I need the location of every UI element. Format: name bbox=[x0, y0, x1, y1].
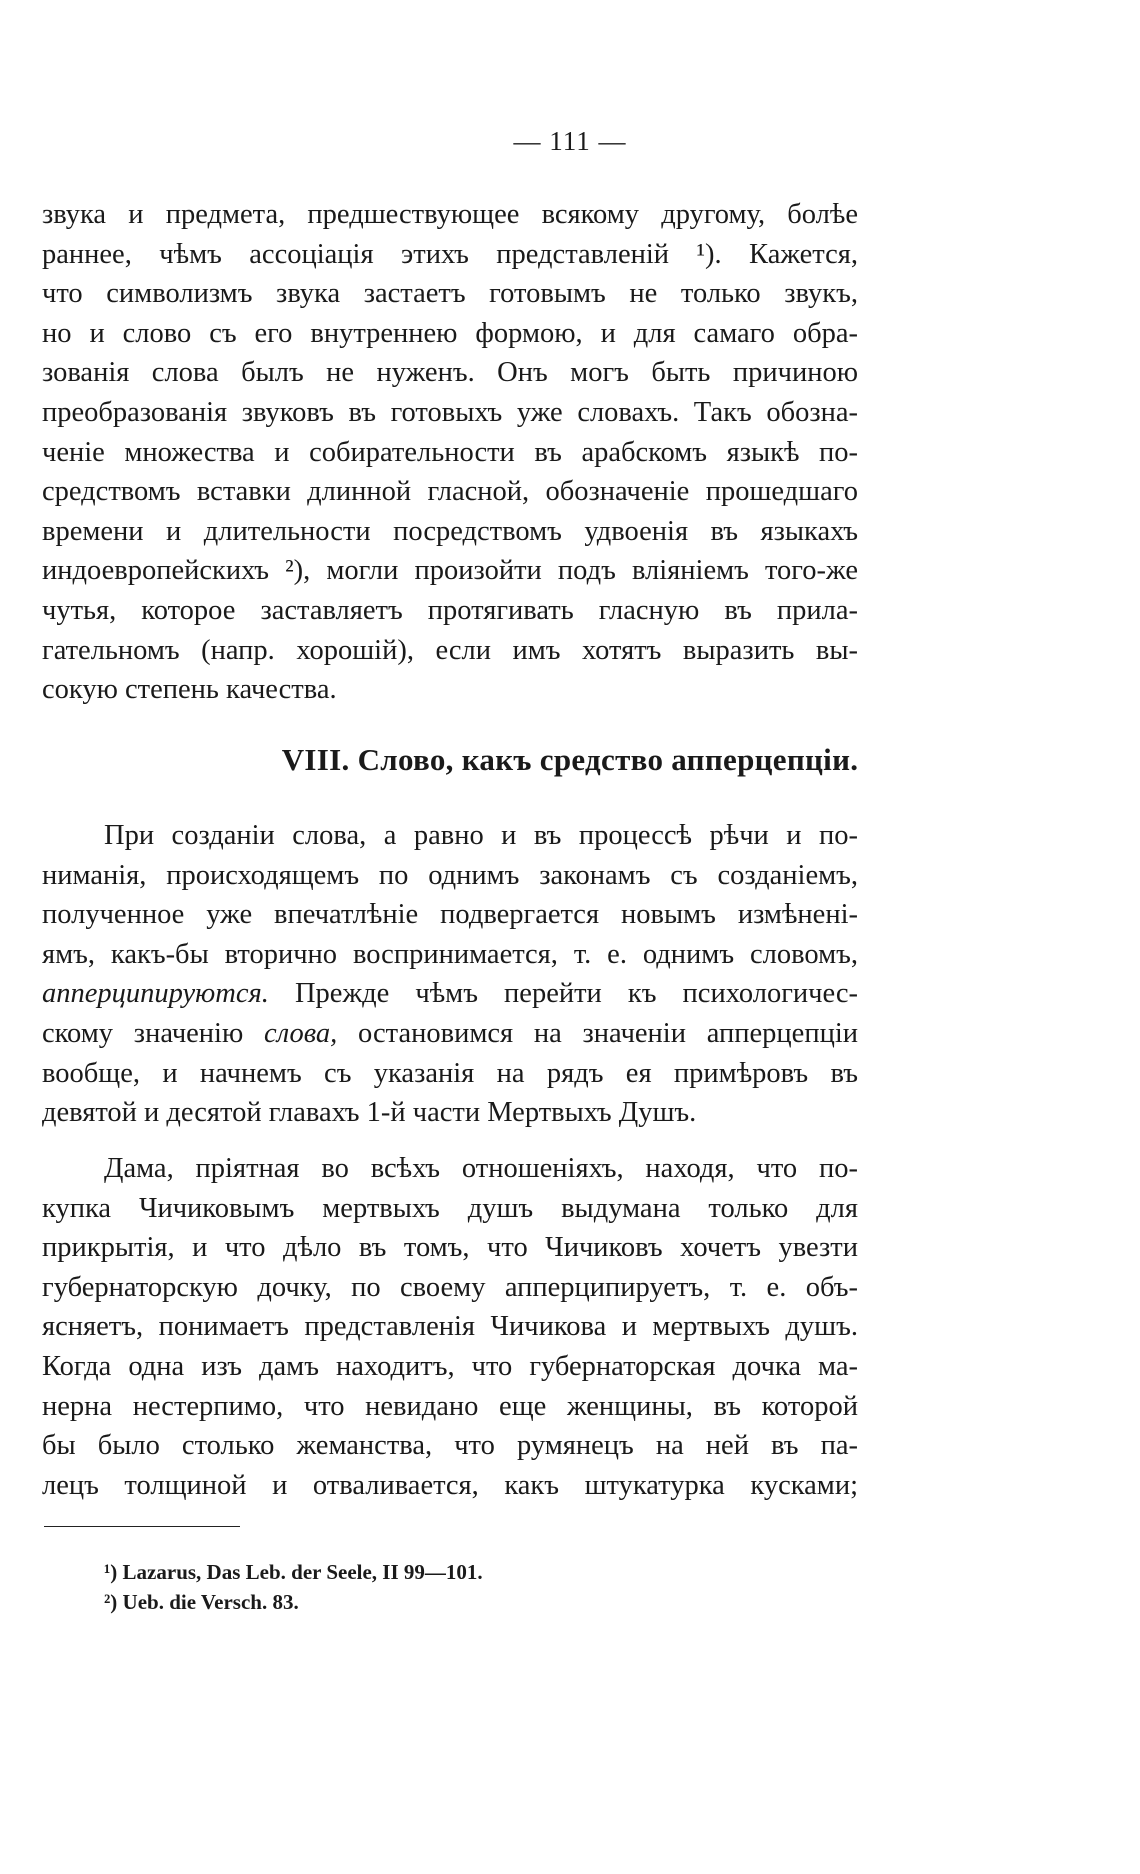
footnote-divider bbox=[44, 1526, 240, 1527]
text-run: скому значенію bbox=[42, 1017, 265, 1049]
text-line: полученное уже впечатлѣніе подвергается новымъ измѣнені- bbox=[42, 899, 858, 931]
paragraph-2 bbox=[42, 816, 858, 1133]
text-run: остановимся на значеніи апперцепціи bbox=[337, 1017, 858, 1049]
text-line: сокую степень качества. bbox=[42, 674, 337, 706]
page-number: — 111 — bbox=[513, 126, 627, 156]
text-line: При созданіи слова, а равно и въ процессѣ рѣчи и по- bbox=[104, 820, 858, 851]
text-line: бы было столько жеманства, что румянецъ на ней въ па- bbox=[42, 1430, 858, 1462]
footnote-mark: ²) bbox=[104, 1590, 118, 1614]
text-line: ясняетъ, понимаетъ представленія Чичикова и мертвыхъ душъ. bbox=[42, 1311, 858, 1343]
text-line: Дама, пріятная во всѣхъ отношеніяхъ, находя, что по- bbox=[104, 1153, 858, 1184]
paragraph-1 bbox=[42, 195, 858, 710]
italic-term: апперципируются. bbox=[42, 978, 269, 1010]
text-line: купка Чичиковымъ мертвыхъ душъ выдумана только для bbox=[42, 1192, 858, 1224]
text-run: Прежде чѣмъ перейти къ психологичес- bbox=[268, 978, 858, 1010]
text-line: индоевропейскихъ ²), могли произойти подъ вліяніемъ того-же bbox=[42, 555, 858, 587]
text-line: гательномъ (напр. хорошій), если имъ хотятъ выразить вы- bbox=[42, 634, 858, 666]
text-line bbox=[42, 1014, 858, 1054]
text-line: чутья, которое заставляетъ протягивать гласную въ прила- bbox=[42, 594, 858, 626]
footnote-1 bbox=[104, 1560, 483, 1585]
footnote-mark: ¹) bbox=[104, 1560, 118, 1584]
text-line: ниманія, происходящемъ по однимъ законамъ съ созданіемъ, bbox=[42, 859, 858, 891]
text-line: звука и предмета, предшествующее всякому другому, болѣе bbox=[42, 199, 858, 230]
footnote-text: Ueb. die Versch. 83. bbox=[117, 1590, 299, 1614]
text-line: ченіе множества и собирательности въ арабскомъ языкѣ по- bbox=[42, 436, 858, 468]
text-line: времени и длительности посредствомъ удвоенія въ языкахъ bbox=[42, 515, 858, 547]
section-heading: VIII. Слово, какъ средство апперцепціи. bbox=[281, 742, 859, 777]
text-line: лецъ толщиной и отваливается, какъ штукатурка кусками; bbox=[42, 1469, 858, 1501]
text-line: но и слово съ его внутреннею формою, и для самаго обра- bbox=[42, 317, 858, 349]
italic-term: слова, bbox=[264, 1017, 338, 1049]
text-line: что символизмъ звука застаетъ готовымъ не только звукъ, bbox=[42, 278, 858, 310]
text-line: девятой и десятой главахъ 1-й части Мертвыхъ Душъ. bbox=[42, 1097, 697, 1129]
text-line: раннее, чѣмъ ассоціація этихъ представленій ¹). Кажется, bbox=[42, 238, 858, 270]
text-line bbox=[42, 974, 858, 1014]
text-line: губернаторскую дочку, по своему апперципируетъ, т. е. объ- bbox=[42, 1271, 858, 1303]
text-line: зованія слова былъ не нуженъ. Онъ могъ быть причиною bbox=[42, 357, 858, 389]
text-line: преобразованія звуковъ въ готовыхъ уже словахъ. Такъ обозна- bbox=[42, 396, 858, 428]
text-line: Когда одна изъ дамъ находитъ, что губернаторская дочка ма- bbox=[42, 1350, 858, 1382]
text-line: прикрытія, и что дѣло въ томъ, что Чичиковъ хочетъ увезти bbox=[42, 1232, 858, 1264]
footnote-text: Lazarus, Das Leb. der Seele, II 99—101. bbox=[117, 1560, 483, 1584]
text-line: нерна нестерпимо, что невидано еще женщины, въ которой bbox=[42, 1390, 858, 1422]
text-line: средствомъ вставки длинной гласной, обозначеніе прошедшаго bbox=[42, 476, 858, 508]
paragraph-3 bbox=[42, 1149, 858, 1505]
footnote-2 bbox=[104, 1590, 299, 1615]
text-line: ямъ, какъ-бы вторично воспринимается, т. е. однимъ словомъ, bbox=[42, 938, 858, 970]
text-line: вообще, и начнемъ съ указанія на рядъ ея примѣровъ въ bbox=[42, 1057, 858, 1089]
